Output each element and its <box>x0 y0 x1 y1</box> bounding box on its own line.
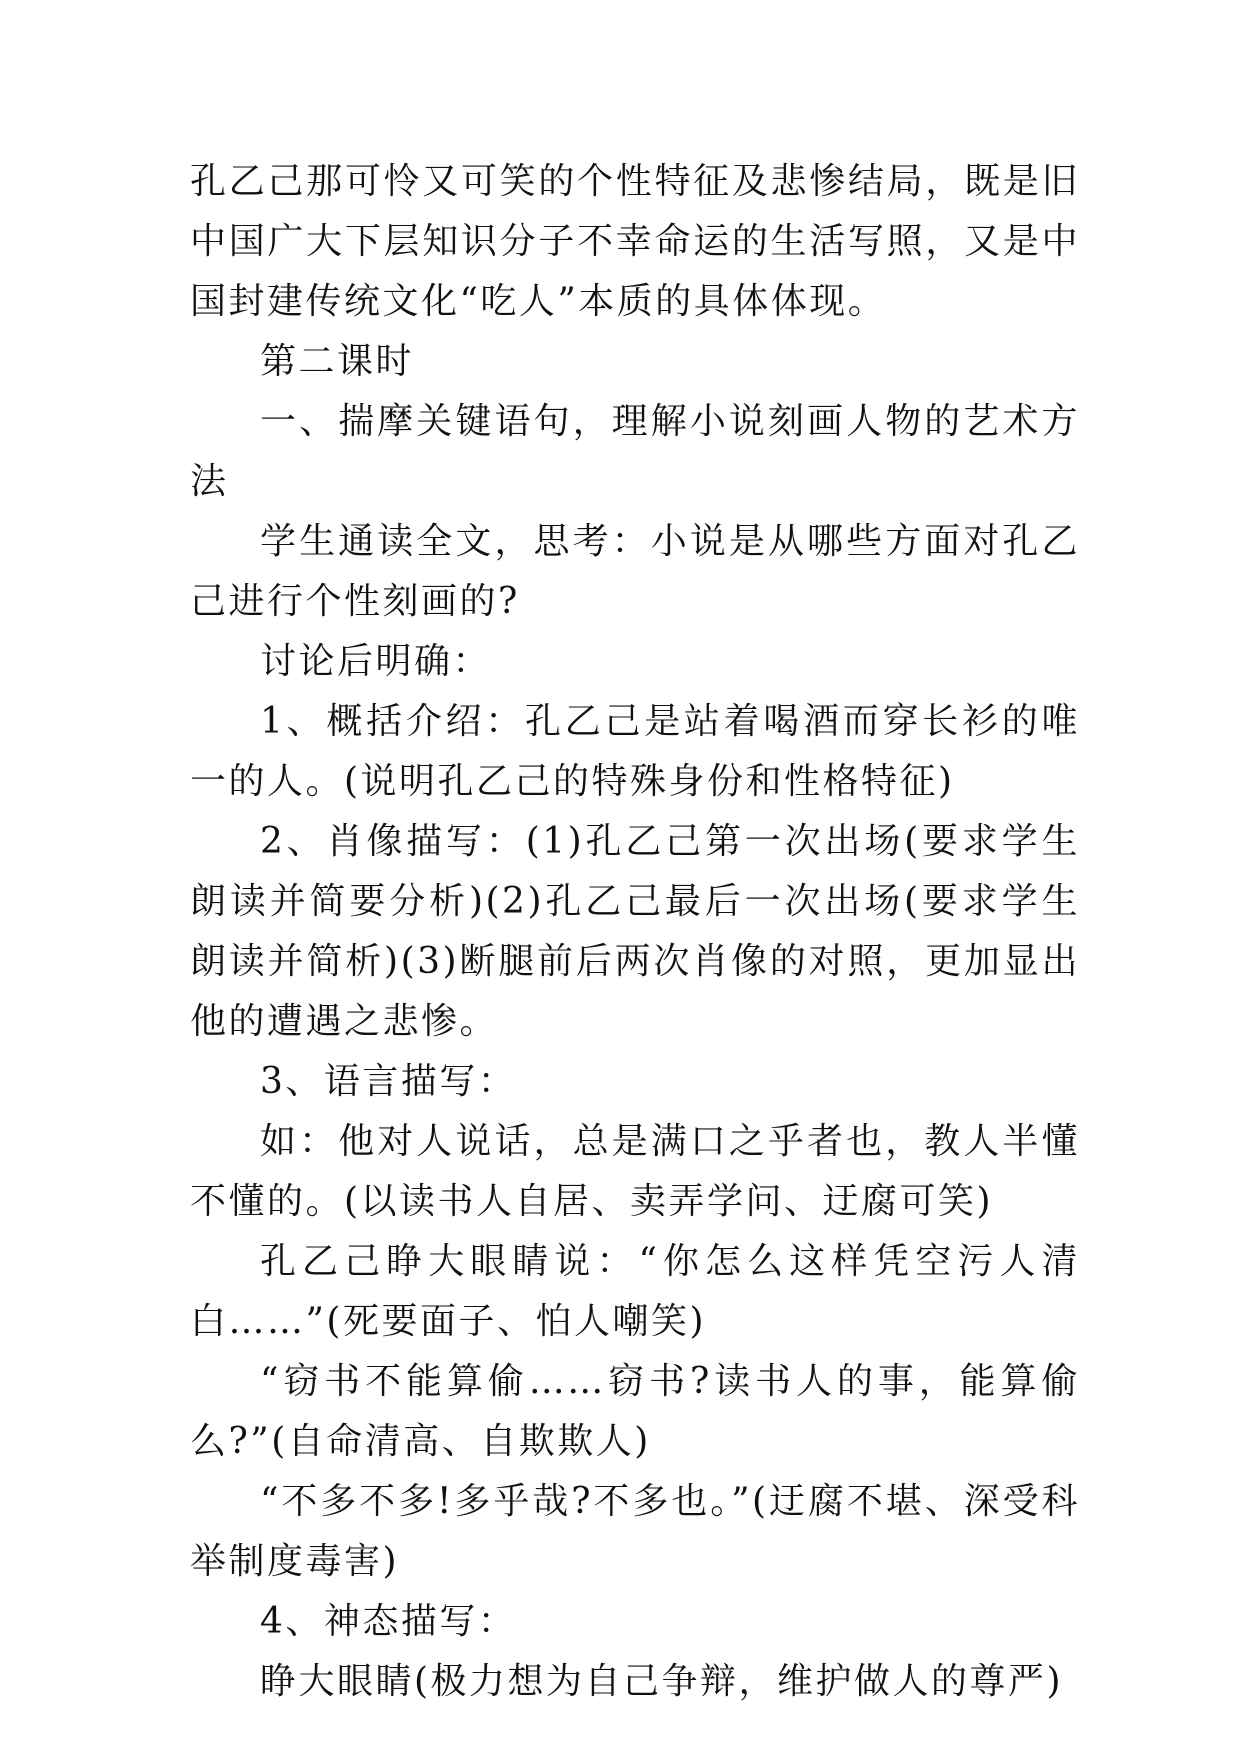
list-item-expression-description: 4、神态描写： <box>260 1601 517 1642</box>
paragraph-language-example-4: “不多不多!多乎哉?不多也。”(迂腐不堪、深受科举制度毒害) <box>190 1481 1080 1582</box>
document-page <box>190 152 1080 1712</box>
paragraph-language-example-3: “窃书不能算偷……窃书?读书人的事，能算偷么?”(自命清高、自欺欺人) <box>190 1361 1080 1462</box>
section-heading-second-lesson: 第二课时 <box>260 341 415 382</box>
paragraph-conclusion: 孔乙己那可怜又可笑的个性特征及悲惨结局，既是旧中国广大下层知识分子不幸命运的生活写照，又是中国封建传统文化“吃人”本质的具体体现。 <box>190 161 1080 322</box>
subheading-analysis-method: 一、揣摩关键语句，理解小说刻画人物的艺术方法 <box>190 401 1080 502</box>
paragraph-discussion-intro: 讨论后明确： <box>260 641 492 682</box>
paragraph-expression-example: 睁大眼睛(极力想为自己争辩，维护做人的尊严) <box>260 1661 1064 1702</box>
paragraph-language-example-1: 如：他对人说话，总是满口之乎者也，教人半懂不懂的。(以读书人自居、卖弄学问、迂腐可笑) <box>190 1121 1080 1222</box>
list-item-general-introduction: 1、概括介绍：孔乙己是站着喝酒而穿长衫的唯一的人。(说明孔乙己的特殊身份和性格特征) <box>190 701 1080 802</box>
list-item-language-description: 3、语言描写： <box>260 1061 517 1102</box>
list-item-portrait-description: 2、肖像描写：(1)孔乙己第一次出场(要求学生朗读并简要分析)(2)孔乙己最后一次出场(要求学生朗读并简析)(3)断腿前后两次肖像的对照，更加显出他的遭遇之悲惨。 <box>190 821 1080 1042</box>
paragraph-language-example-2: 孔乙己睁大眼睛说：“你怎么这样凭空污人清白……”(死要面子、怕人嘲笑) <box>190 1241 1080 1342</box>
paragraph-reading-question: 学生通读全文，思考：小说是从哪些方面对孔乙己进行个性刻画的? <box>190 521 1080 622</box>
